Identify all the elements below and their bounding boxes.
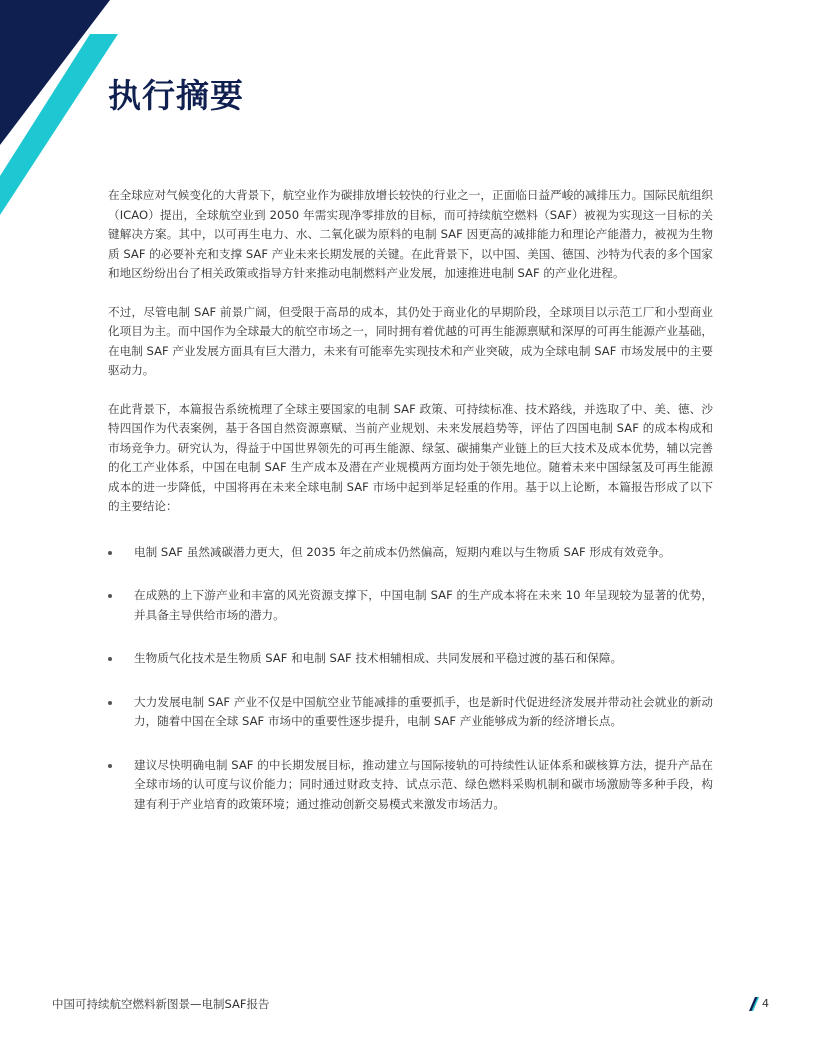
slash-mark-icon: [749, 996, 761, 1012]
bullet-dot-icon: [108, 594, 112, 598]
bullet-dot-icon: [108, 657, 112, 661]
summary-body: [108, 186, 713, 838]
corner-decoration: [0, 0, 120, 220]
page-title: 执行摘要: [108, 76, 244, 115]
bullet-dot-icon: [108, 701, 112, 705]
list-item: [108, 693, 713, 732]
list-item-text: 在成熟的上下游产业和丰富的风光资源支撑下，中国电制 SAF 的生产成本将在未来 10 年呈现较为显著的优势，并具备主导供给市场的潜力。: [134, 588, 713, 622]
conclusions-list: [108, 543, 713, 815]
list-item: [108, 756, 713, 815]
list-item-text: 电制 SAF 虽然减碳潜力更大，但 2035 年之前成本仍然偏高，短期内难以与生物质 SAF 形成有效竞争。: [134, 544, 671, 559]
footer-report-title: 中国可持续航空燃料新图景—电制SAF报告: [52, 997, 270, 1011]
list-item-text: 生物质气化技术是生物质 SAF 和电制 SAF 技术相辅相成、共同发展和平稳过渡的基石和保障。: [134, 651, 623, 665]
list-item-text: 建议尽快明确电制 SAF 的中长期发展目标，推动建立与国际接轨的可持续性认证体系和碳核算方法，提升产品在全球市场的认可度与议价能力；同时通过财政支持、试点示范、绿色燃料采购机制和碳市场激励等多种手段，构建有利于产业培育的政策环境；通过推动创新交易模式来激发市场活力。: [134, 757, 713, 811]
bullet-dot-icon: [108, 551, 112, 555]
list-item: [108, 649, 713, 669]
list-item: [108, 543, 713, 563]
bullet-dot-icon: [108, 764, 112, 768]
list-item-text: 大力发展电制 SAF 产业不仅是中国航空业节能减排的重要抓手，也是新时代促进经济发展并带动社会就业的新动力，随着中国在全球 SAF 市场中的重要性逐步提升，电制 SAF 产业能够成为新的经济增长点。: [134, 694, 713, 728]
paragraph: 在全球应对气候变化的大背景下，航空业作为碳排放增长较快的行业之一，正面临日益严峻的减排压力。国际民航组织（ICAO）提出，全球航空业到 2050 年需实现净零排放的目标，而可持续航空燃料（SAF）被视为实现这一目标的关键解决方案。其中，以可再生电力、水、二氧化碳为原料的电制 SAF 因更高的减排能力和理论产能潜力，被视为生物质 SAF 的必要补充和支撑 SAF 产业未来长期发展的关键。在此背景下，以中国、美国、德国、沙特为代表的多个国家和地区纷纷出台了相关政策或指导方针来推动电制燃料产业发展，加速推进电制 SAF 的产业化进程。: [108, 188, 713, 280]
paragraph: 在此背景下，本篇报告系统梳理了全球主要国家的电制 SAF 政策、可持续标准、技术路线，并选取了中、美、德、沙特四国作为代表案例，基于各国自然资源禀赋、当前产业规划、未来发展趋势等，评估了四国电制 SAF 的成本构成和市场竞争力。研究认为，得益于中国世界领先的可再生能源、绿氢、碳捕集产业链上的巨大技术及成本优势，辅以完善的化工产业体系，中国在电制 SAF 生产成本及潜在产业规模两方面均处于领先地位。随着未来中国绿氢及可再生能源成本的进一步降低，中国将再在未来全球电制 SAF 市场中起到举足轻重的作用。基于以上论断，本篇报告形成了以下的主要结论：: [108, 401, 713, 513]
list-item: [108, 586, 713, 625]
paragraph: 不过，尽管电制 SAF 前景广阔，但受限于高昂的成本，其仍处于商业化的早期阶段，全球项目以示范工厂和小型商业化项目为主。而中国作为全球最大的航空市场之一，同时拥有着优越的可再生能源禀赋和深厚的可再生能源产业基础，在电制 SAF 产业发展方面具有巨大潜力，未来有可能率先实现技术和产业突破，成为全球电制 SAF 市场发展中的主要驱动力。: [108, 304, 713, 377]
page-number: 4: [762, 997, 769, 1010]
